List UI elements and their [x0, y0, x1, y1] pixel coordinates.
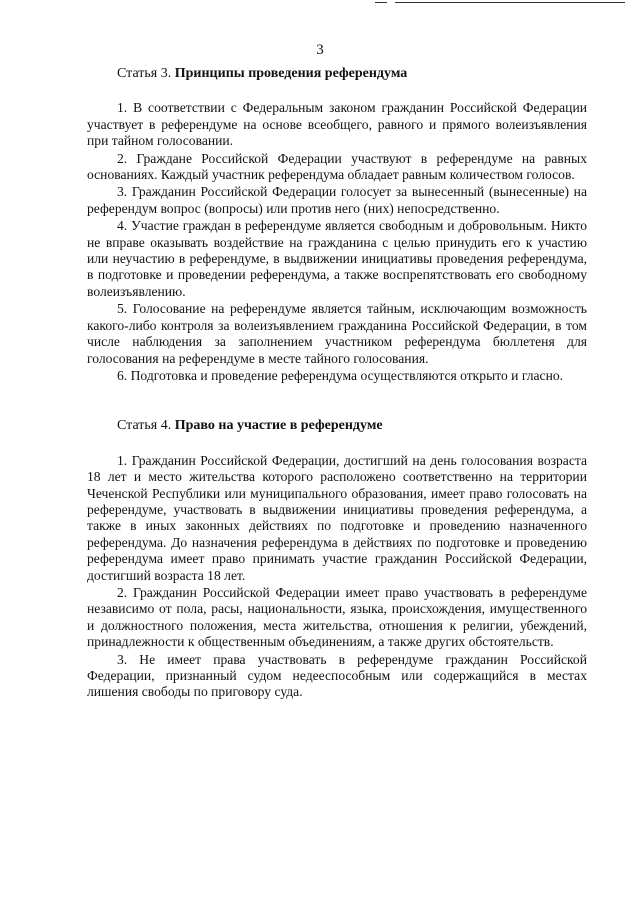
page-number: 3: [316, 42, 324, 58]
article-4-paragraph-2: 2. Гражданин Российской Федерации имеет право участвовать в референдуме независимо от пола, расы, национальности, языка, происхождения, имущественного и должностного положения, места жительства, отношения к религии, убеждений, принадлежности к общественным объединениям, а также других обстоятельств.: [87, 584, 587, 650]
article-3-paragraph-5: 5. Голосование на референдуме является тайным, исключающим возможность какого-либо контроля за волеизъявлением гражданина Российской Федерации, в том числе наблюдения за заполнением участником референдума бюллетеня для голосования на референдуме в месте тайного голосования.: [87, 301, 587, 366]
scan-edge-line: [395, 2, 625, 3]
scan-edge-dash: [375, 2, 387, 3]
article-4-label: Статья 4.: [117, 418, 172, 434]
article-4: [87, 418, 587, 701]
article-4-title: Право на участие в референдуме: [174, 418, 383, 434]
article-3-paragraph-1: 1. В соответствии с Федеральным законом гражданин Российской Федерации участвует в референдуме на основе всеобщего, равного и прямого волеизъявления при тайном голосовании.: [87, 100, 587, 149]
article-3: [87, 66, 587, 384]
article-3-label: Статья 3.: [117, 66, 172, 81]
article-3-paragraph-4: 4. Участие граждан в референдуме является свободным и добровольным. Никто не вправе оказывать воздействие на гражданина с целью принудить его к участию или неучастию в референдуме, в выдвижении инициативы проведения референдума, в подготовке и проведении референдума, а также воспрепятствовать его свободному волеизъявлению.: [87, 218, 587, 299]
article-3-paragraph-2: 2. Граждане Российской Федерации участвуют в референдуме на равных основаниях. Каждый участник референдума обладает равным количеством голосов.: [87, 150, 587, 183]
article-3-paragraph-3: 3. Гражданин Российской Федерации голосует за вынесенный (вынесенные) на референдум вопрос (вопросы) или против него (них) непосредственно.: [87, 184, 587, 216]
article-3-paragraph-6: 6. Подготовка и проведение референдума осуществляются открыто и гласно.: [117, 367, 564, 383]
document-body: [87, 66, 587, 735]
article-4-paragraph-3: 3. Не имеет права участвовать в референдуме гражданин Российской Федерации, признанный судом недееспособным или содержащийся в местах лишения свободы по приговору суда.: [87, 651, 587, 700]
article-4-heading: [117, 418, 587, 434]
article-4-paragraph-1: 1. Гражданин Российской Федерации, достигший на день голосования возраста 18 лет и место жительства которого расположено соответственно на территории Чеченской Республики или муниципального образования, имеет право голосовать на референдуме, участвовать в выдвижении инициативы проведения референдума, а также в иных законных действиях по подготовке и проведению назначенного референдума. До назначения референдума в действиях по подготовке и проведению референдума имеет право принимать участие гражданин Российской Федерации, достигший возраста 18 лет.: [87, 452, 587, 583]
article-3-heading: [117, 66, 587, 82]
article-3-title: Принципы проведения референдума: [174, 66, 408, 81]
